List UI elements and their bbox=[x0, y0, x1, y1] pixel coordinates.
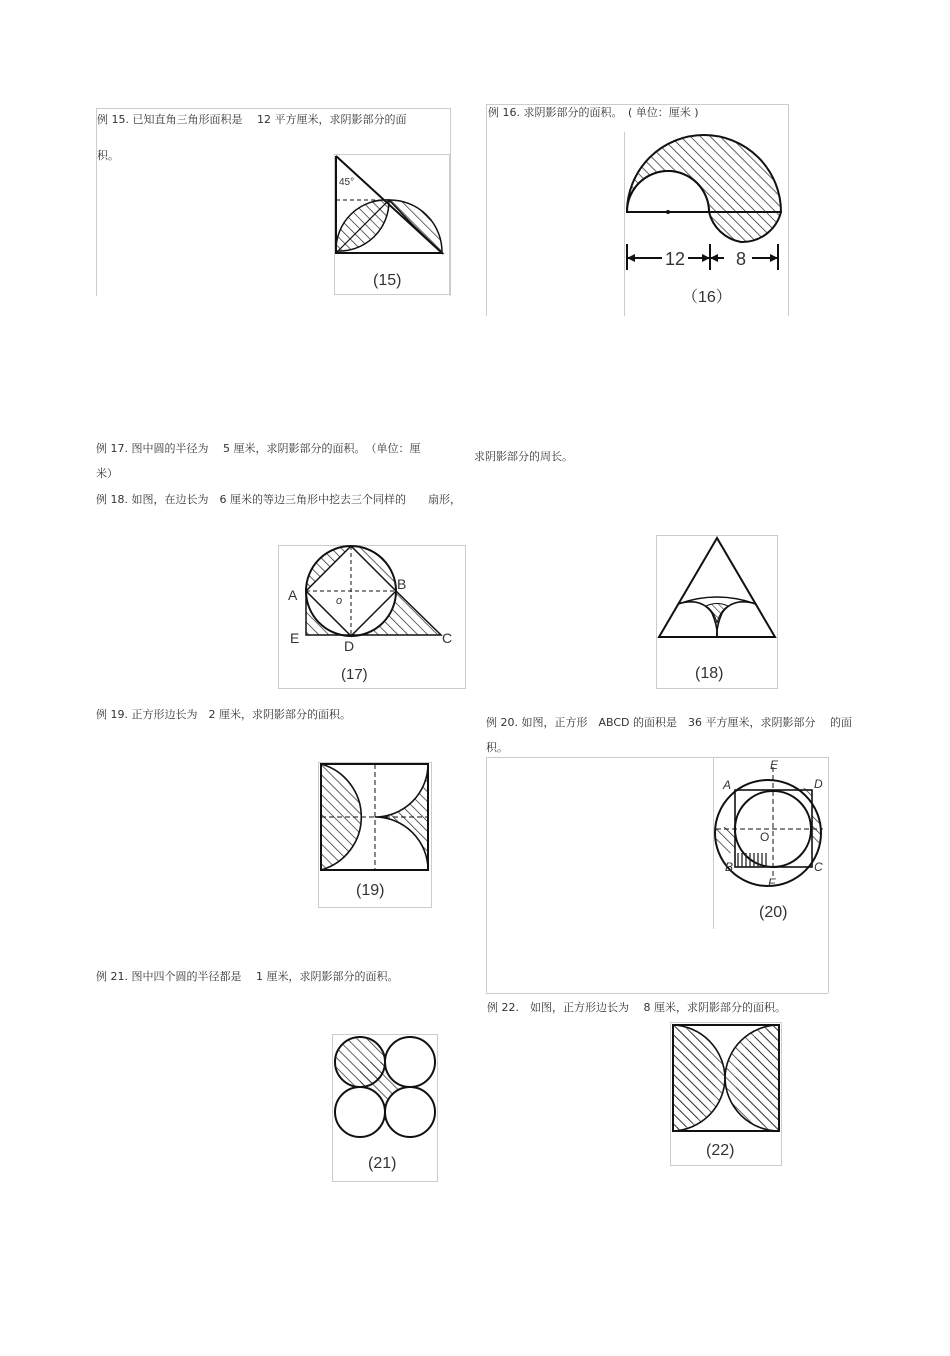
label-b: B bbox=[397, 576, 407, 592]
figure-18 bbox=[656, 535, 778, 689]
problem-19-text: 例 19. 正方形边长为 2 厘米，求阴影部分的面积。 bbox=[96, 708, 351, 721]
problem-20-text-cont: 积。 bbox=[486, 741, 508, 754]
figure-20 bbox=[713, 757, 828, 929]
angle-label: 45° bbox=[339, 177, 355, 188]
label-a: A bbox=[723, 778, 732, 792]
problem-18-text: 例 18. 如图，在边长为 6 厘米的等边三角形中挖去三个同样的 扇形， bbox=[96, 493, 461, 506]
figure-16-caption: （16） bbox=[682, 289, 732, 306]
figure-20-caption: (20) bbox=[759, 904, 788, 921]
figure-15-caption: (15) bbox=[373, 272, 402, 289]
figure-19 bbox=[318, 762, 432, 908]
problem-15-text: 例 15. 已知直角三角形面积是 12 平方厘米，求阴影部分的面 bbox=[97, 113, 407, 126]
label-e: E bbox=[770, 758, 779, 772]
dimension-8: 8 bbox=[736, 249, 747, 269]
label-f: F bbox=[768, 876, 776, 890]
figure-22 bbox=[670, 1022, 782, 1166]
label-a: A bbox=[288, 587, 298, 603]
problem-15-text-cont: 积。 bbox=[97, 149, 119, 162]
problem-21-text: 例 21. 图中四个圆的半径都是 1 厘米，求阴影部分的面积。 bbox=[96, 970, 399, 983]
figure-15 bbox=[334, 154, 450, 296]
label-c: C bbox=[814, 860, 823, 874]
label-o: O bbox=[760, 830, 770, 844]
dimension-12: 12 bbox=[665, 249, 686, 269]
figure-19-caption: (19) bbox=[356, 882, 385, 899]
problem-17-text-cont: 米） bbox=[96, 467, 118, 480]
problem-22-text: 例 22. 如图，正方形边长为 8 厘米，求阴影部分的面积。 bbox=[487, 1001, 786, 1014]
label-e: E bbox=[290, 630, 300, 646]
label-d: D bbox=[344, 638, 355, 654]
figure-17-caption: (17) bbox=[341, 666, 368, 683]
problem-20-text: 例 20. 如图，正方形 ABCD 的面积是 36 平方厘米，求阴影部分 的面 bbox=[486, 716, 853, 729]
problem-18-text-cont: 求阴影部分的周长。 bbox=[474, 450, 573, 463]
label-c: C bbox=[442, 630, 453, 646]
figure-16 bbox=[624, 130, 788, 316]
label-o: o bbox=[336, 595, 343, 607]
figure-17 bbox=[278, 545, 466, 689]
label-b: B bbox=[725, 860, 734, 874]
figure-18-caption: (18) bbox=[695, 665, 724, 682]
problem-16-text: 例 16. 求阴影部分的面积。 ( 单位：厘米 ) bbox=[488, 106, 699, 119]
figure-21-caption: (21) bbox=[368, 1155, 397, 1172]
problem-17-text: 例 17. 图中圆的半径为 5 厘米，求阴影部分的面积。 （单位：厘 bbox=[96, 442, 421, 455]
label-d: D bbox=[814, 777, 823, 791]
figure-22-caption: (22) bbox=[706, 1142, 735, 1159]
figure-21 bbox=[332, 1034, 438, 1182]
